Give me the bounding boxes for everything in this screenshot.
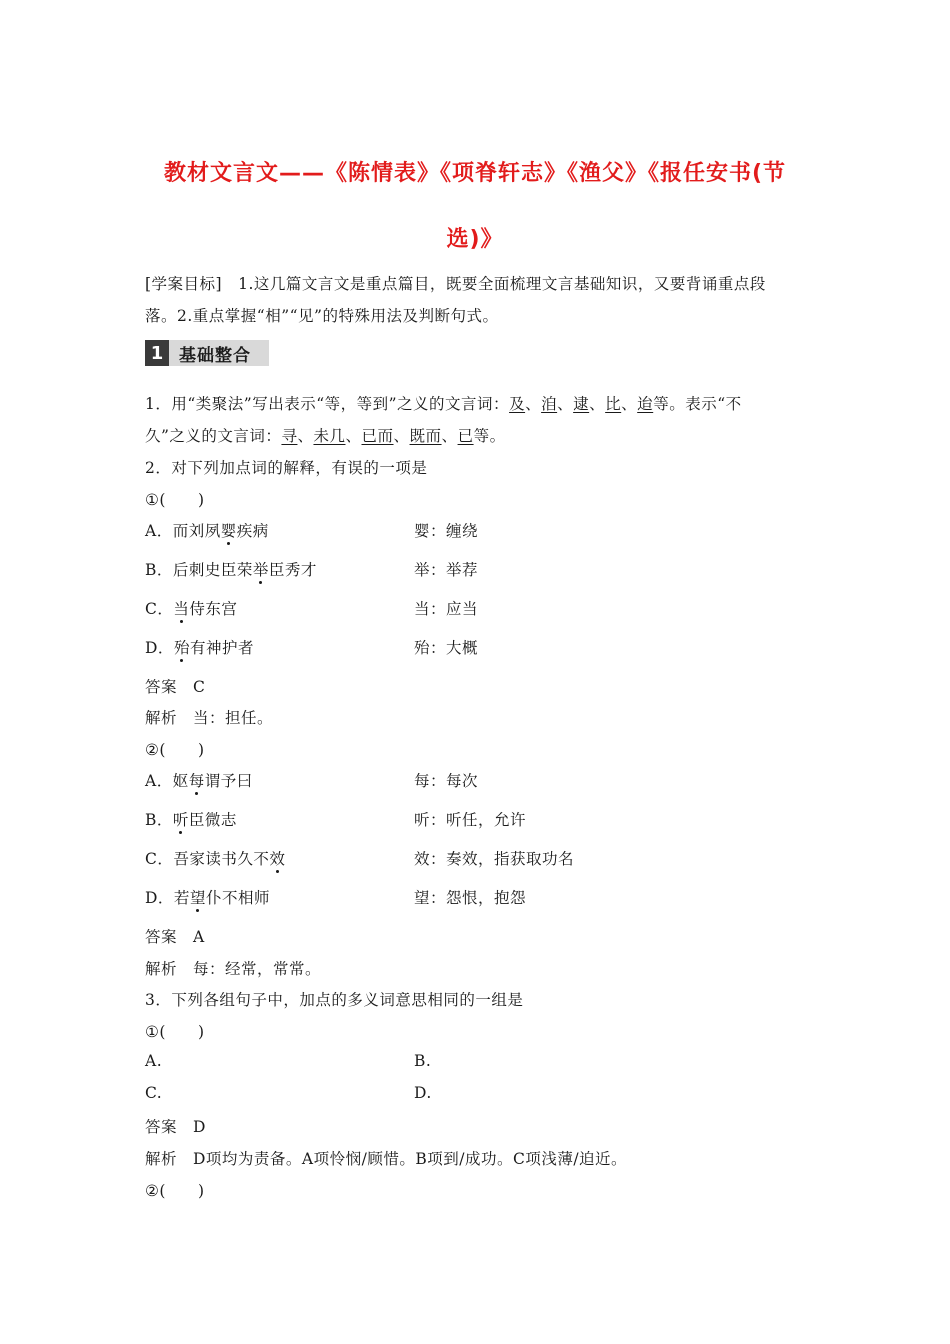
- q2-sub1-expl-d: 殆：大概: [414, 639, 479, 657]
- q2-stem: 2．对下列加点词的解释，有误的一项是: [145, 459, 428, 477]
- option-text: A．妪: [145, 772, 189, 790]
- q2-sub2-expl-a: 每：每次: [414, 772, 479, 790]
- option-text: D．若: [145, 889, 190, 907]
- q1-sep: 、: [589, 395, 606, 413]
- dotted-word: 效: [269, 850, 286, 868]
- q1-sep: 、: [525, 395, 542, 413]
- q1-line2-prefix: 久”之义的文言词：: [145, 427, 282, 445]
- q2-sub2-option-a: [145, 769, 253, 791]
- q1-word: 迨: [637, 395, 654, 413]
- q2-sub1-option-c: [145, 597, 237, 619]
- q1-word: 寻: [281, 427, 298, 445]
- q2-sub1-expl-a: 婴：缠绕: [414, 522, 479, 540]
- q3-sub1-option-b: B.: [414, 1052, 432, 1070]
- dotted-word: 当: [173, 600, 190, 618]
- q1-word: 洎: [541, 395, 558, 413]
- option-text: 仆不相师: [205, 889, 270, 907]
- q2-sub1-option-d: [145, 636, 254, 658]
- q1-line1: [145, 392, 742, 414]
- q1-word: 逮: [573, 395, 590, 413]
- option-text: B．后刺史臣荣: [145, 561, 253, 579]
- q2-sub1-analysis: 解析 当：担任。: [145, 709, 274, 727]
- q1-mid: 等。表示“不: [653, 395, 742, 413]
- option-text: B．: [145, 811, 173, 829]
- option-text: 谓予曰: [204, 772, 253, 790]
- page-title-line1: 教材文言文——《陈情表》《项脊轩志》《渔父》《报任安书(节: [163, 161, 787, 186]
- q1-sep: 、: [345, 427, 362, 445]
- q1-word: 已: [457, 427, 474, 445]
- q2-sub2-expl-c: 效：奏效，指获取功名: [414, 850, 575, 868]
- q1-line2: [145, 424, 506, 446]
- q2-sub2-option-c: [145, 847, 285, 869]
- q3-sub1-answer: 答案 D: [145, 1118, 206, 1136]
- q1-word: 及: [509, 395, 526, 413]
- option-text: C．: [145, 600, 174, 618]
- page-title-line2: 选)》: [446, 227, 504, 252]
- q1-prefix: 1．用“类聚法”写出表示“等，等到”之义的文言词：: [145, 395, 510, 413]
- q2-sub2-expl-d: 望：怨恨，抱怨: [414, 889, 527, 907]
- option-text: 臣秀才: [268, 561, 317, 579]
- q2-sub2-analysis: 解析 每：经常，常常。: [145, 960, 322, 978]
- dotted-word: 望: [189, 889, 206, 907]
- q2-sub2-option-d: [145, 886, 270, 908]
- q2-sub2-label: ②( ): [145, 741, 205, 759]
- q1-word: 已而: [361, 427, 394, 445]
- q1-sep: 、: [297, 427, 314, 445]
- dotted-word: 婴: [220, 522, 237, 540]
- option-text: D．: [145, 639, 174, 657]
- option-text: 臣微志: [188, 811, 237, 829]
- q2-sub1-answer: 答案 C: [145, 678, 206, 696]
- q2-sub2-expl-b: 听：听任，允许: [414, 811, 527, 829]
- q1-sep: 、: [557, 395, 574, 413]
- option-text: 侍东宫: [189, 600, 238, 618]
- dotted-word: 每: [188, 772, 205, 790]
- q1-word: 未几: [313, 427, 346, 445]
- option-text: 疾病: [236, 522, 269, 540]
- dotted-word: 举: [252, 561, 269, 579]
- section-number: 1: [145, 340, 169, 366]
- q2-sub1-option-b: [145, 558, 317, 580]
- q3-stem: 3．下列各组句子中，加点的多义词意思相同的一组是: [145, 991, 524, 1009]
- dotted-word: 殆: [173, 639, 190, 657]
- q3-sub1-option-d: D.: [414, 1084, 432, 1102]
- q1-word: 比: [605, 395, 622, 413]
- q3-sub1-option-a: A.: [145, 1052, 163, 1070]
- option-text: A．而刘夙: [145, 522, 221, 540]
- q3-sub1-analysis: 解析 D项均为责备。A项怜悯/顾惜。B项到/成功。C项浅薄/迫近。: [145, 1150, 628, 1168]
- option-text: 有神护者: [189, 639, 254, 657]
- q2-sub1-label: ①( ): [145, 491, 205, 509]
- q2-sub2-option-b: [145, 808, 237, 830]
- q1-sep: 、: [393, 427, 410, 445]
- q2-sub1-expl-b: 举：举荐: [414, 561, 479, 579]
- q1-sep: 、: [621, 395, 638, 413]
- objective-line1: [学案目标] 1.这几篇文言文是重点篇目，既要全面梳理文言基础知识，又要背诵重点段: [145, 275, 766, 293]
- objective-line2: 落。2.重点掌握“相”“见”的特殊用法及判断句式。: [145, 307, 499, 325]
- q2-sub1-option-a: [145, 519, 269, 541]
- q2-sub1-expl-c: 当：应当: [414, 600, 479, 618]
- q3-sub1-option-c: C.: [145, 1084, 163, 1102]
- dotted-word: 听: [172, 811, 189, 829]
- q1-word: 既而: [409, 427, 442, 445]
- q3-sub1-label: ①( ): [145, 1023, 205, 1041]
- section-label: 基础整合: [179, 345, 251, 366]
- option-text: C．吾家读书久不: [145, 850, 270, 868]
- section-header: [145, 340, 269, 366]
- q2-sub2-answer: 答案 A: [145, 928, 205, 946]
- q1-suffix: 等。: [473, 427, 506, 445]
- q3-sub2-label: ②( ): [145, 1182, 205, 1200]
- q1-sep: 、: [441, 427, 458, 445]
